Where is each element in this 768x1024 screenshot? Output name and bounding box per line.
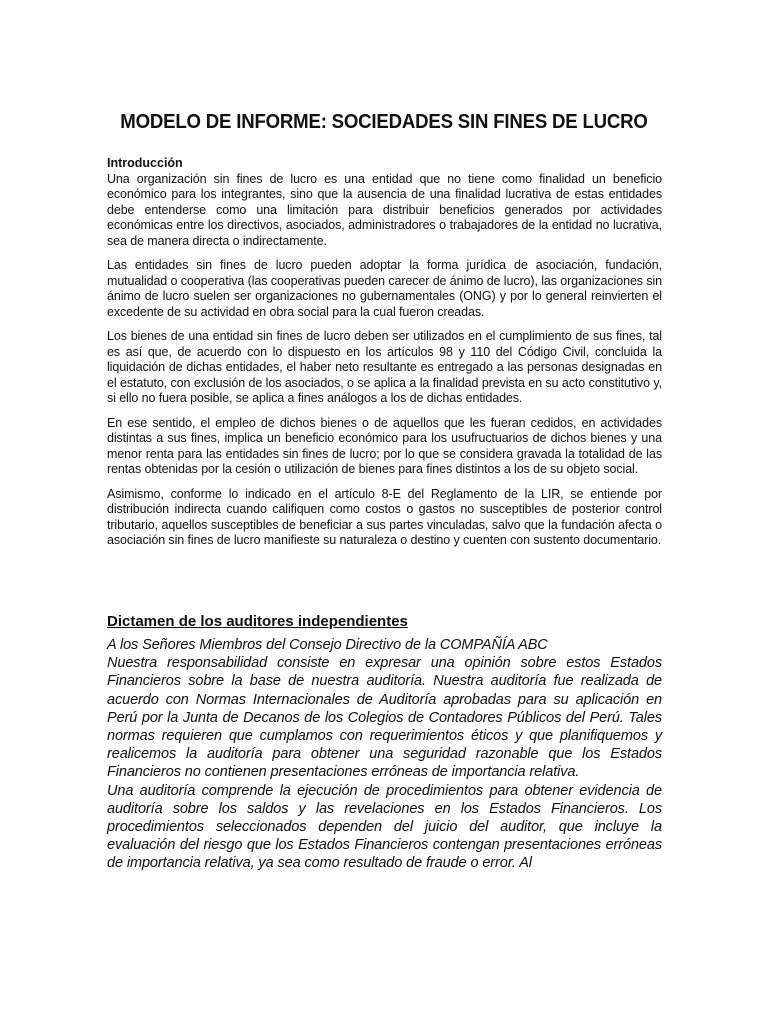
introduction-section — [107, 156, 662, 558]
audit-paragraph-procedures: Una auditoría comprende la ejecución de procedimientos para obtener evidencia de auditoría sobre los saldos y las revelaciones en los Estados Financieros. Los procedimientos seleccionados dependen del juicio del auditor, que incluye la evaluación del riesgo que los Estados Financieros contengan presentaciones erróneas de importancia relativa, ya sea como resultado de fraude o error. Al — [107, 782, 662, 872]
audit-paragraph-responsibility: Nuestra responsabilidad consiste en expresar una opinión sobre estos Estados Financieros sobre la base de nuestra auditoría. Nuestra auditoría fue realizada de acuerdo con Normas Internacionales de Auditoría aprobadas para su aplicación en Perú por la Junta de Decanos de los Colegios de Contadores Públicos del Perú. Tales normas requieren que cumplamos con requerimientos éticos y que planifiquemos y realicemos la auditoría para obtener una seguridad razonable que los Estados Financieros no contienen presentaciones erróneas de importancia relativa. — [107, 655, 662, 781]
intro-paragraph-2: Las entidades sin fines de lucro pueden adoptar la forma jurídica de asociación, fundación, mutualidad o cooperativa (las cooperativas pueden carecer de ánimo de lucro), las organizaciones sin ánimo de lucro suelen ser organizaciones no gubernamentales (ONG) y por lo general reinvierten el excedente de su actividad en obra social para la cual fueron creadas. — [107, 258, 662, 319]
audit-section-heading: Dictamen de los auditores independientes — [107, 613, 408, 630]
intro-paragraph-4: En ese sentido, el empleo de dichos bienes o de aquellos que les fueran cedidos, en actividades distintas a sus fines, implica un beneficio económico para los usufructuarios de dichos bienes y una menor renta para las entidades sin fines de lucro; por lo que se considera gravada la totalidad de las rentas obtenidas por la cesión o utilización de bienes para fines distintos a los de su objeto social. — [107, 415, 662, 476]
audit-addressee: A los Señores Miembros del Consejo Directivo de la COMPAÑÍA ABC — [107, 637, 548, 653]
introduction-heading: Introducción — [107, 156, 183, 170]
audit-report-section — [107, 636, 662, 873]
intro-paragraph-1: Una organización sin fines de lucro es una entidad que no tiene como finalidad un beneficio económico para los integrantes, sino que la ausencia de una finalidad lucrativa de estas entidades debe entenderse como una limitación para distribuir beneficios generados por actividades económicas entre los directivos, asociados, administradores o trabajadores de la entidad no lucrativa, sea de manera directa o indirectamente. — [107, 171, 662, 248]
intro-paragraph-5: Asimismo, conforme lo indicado en el artículo 8-E del Reglamento de la LIR, se entiende por distribución indirecta cuando califiquen como costos o gastos no susceptibles de posterior control tributario, aquellos susceptibles de beneficiar a sus partes vinculadas, salvo que la fundación afecta o asociación sin fines de lucro manifieste su naturaleza o destino y cuenten con sustento documentario. — [107, 486, 662, 547]
intro-paragraph-3: Los bienes de una entidad sin fines de lucro deben ser utilizados en el cumplimiento de sus fines, tal es así que, de acuerdo con lo dispuesto en los artículos 98 y 110 del Código Civil, concluida la liquidación de dichas entidades, el haber neto resultante es entregado a las personas designadas en el estatuto, con exclusión de los asociados, o se aplica a la finalidad prevista en su acto constitutivo y, si ello no fuera posible, se aplica a fines análogos a los de dichas entidades. — [107, 329, 662, 405]
document-title: MODELO DE INFORME: SOCIEDADES SIN FINES DE LUCRO — [120, 111, 648, 133]
